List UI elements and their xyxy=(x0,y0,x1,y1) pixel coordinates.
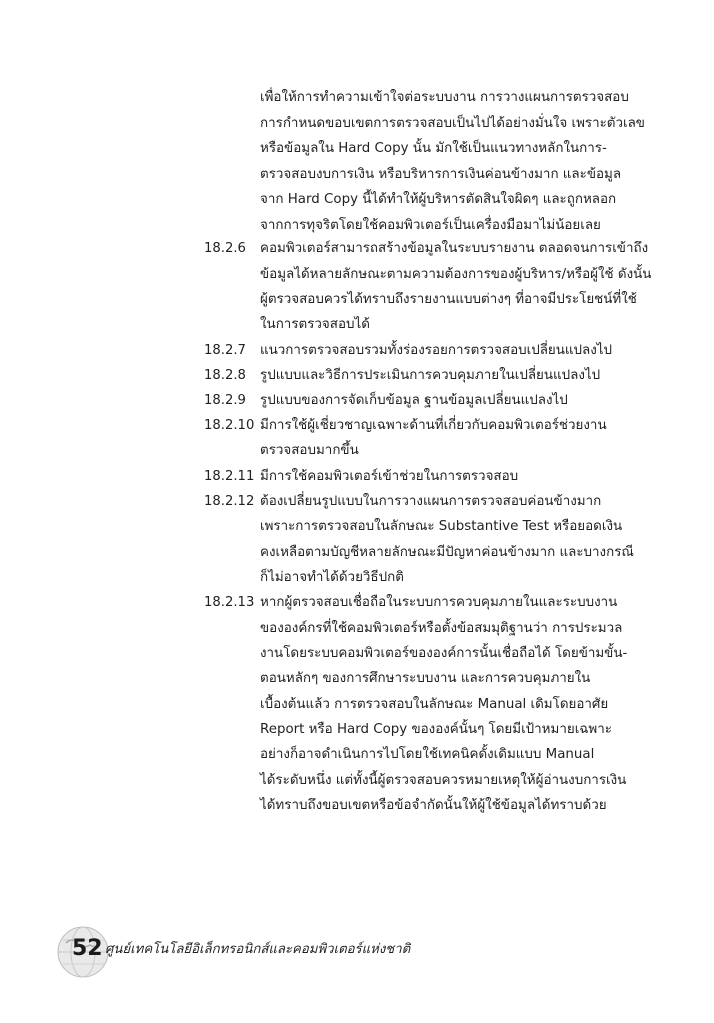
item-number: 18.2.11 xyxy=(204,469,255,484)
text-line: มีการใช้คอมพิวเตอร์เข้าช่วยในการตรวจสอบ xyxy=(260,469,519,484)
text-line: คงเหลือตามบัญชีหลายลักษณะมีปัญหาค่อนข้างมาก และบางกรณี xyxy=(260,545,634,560)
text-line: เพราะการตรวจสอบในลักษณะ Substantive Test หรือยอดเงิน xyxy=(260,519,623,534)
text-line: คอมพิวเตอร์สามารถสร้างข้อมูลในระบบรายงาน ตลอดจนการเข้าถึง xyxy=(260,241,649,256)
text-line: ก็ไม่อาจทำได้ด้วยวิธีปกติ xyxy=(260,570,404,585)
text-line: ได้ทราบถึงขอบเขตหรือข้อจำกัดนั้นให้ผู้ใช้ข้อมูลได้ทราบด้วย xyxy=(260,798,607,813)
text-line: ตรวจสอบงบการเงิน หรือบริหารการเงินค่อนข้างมาก และข้อมูล xyxy=(260,167,622,182)
text-line: อย่างก็อาจดำเนินการไปโดยใช้เทคนิคดั้งเดิมแบบ Manual xyxy=(260,747,595,762)
text-line: งานโดยระบบคอมพิวเตอร์ขององค์การนั้นเชื่อถือได้ โดยข้ามขั้น- xyxy=(260,646,628,661)
text-line: มีการใช้ผู้เชี่ยวชาญเฉพาะด้านที่เกี่ยวกับคอมพิวเตอร์ช่วยงาน xyxy=(260,418,607,433)
item-number: 18.2.9 xyxy=(204,393,246,408)
text-line: ต้องเปลี่ยนรูปแบบในการวางแผนการตรวจสอบค่อนข้างมาก xyxy=(260,494,602,509)
text-line: จากการทุจริตโดยใช้คอมพิวเตอร์เป็นเครื่องมือมาไม่น้อยเลย xyxy=(260,218,601,233)
text-line: ในการตรวจสอบได้ xyxy=(260,317,370,332)
text-line: ตรวจสอบมากขึ้น xyxy=(260,443,359,458)
item-number: 18.2.8 xyxy=(204,368,246,383)
text-line: หากผู้ตรวจสอบเชื่อถือในระบบการควบคุมภายในและระบบงาน xyxy=(260,595,618,610)
item-number: 18.2.6 xyxy=(204,241,246,256)
text-line: แนวการตรวจสอบรวมทั้งร่องรอยการตรวจสอบเปลี่ยนแปลงไป xyxy=(260,343,613,358)
page-number: 52 xyxy=(72,936,103,961)
text-line: ตอนหลักๆ ของการศึกษาระบบงาน และการควบคุมภายใน xyxy=(260,671,591,686)
text-line: ขององค์กรที่ใช้คอมพิวเตอร์หรือตั้งข้อสมมุติฐานว่า การประมวล xyxy=(260,621,623,636)
item-number: 18.2.7 xyxy=(204,343,246,358)
text-line: ได้ระดับหนึ่ง แต่ทั้งนี้ผู้ตรวจสอบควรหมายเหตุให้ผู้อ่านงบการเงิน xyxy=(260,773,627,788)
text-line: รูปแบบของการจัดเก็บข้อมูล ฐานข้อมูลเปลี่ยนแปลงไป xyxy=(260,393,568,408)
text-line: ข้อมูลได้หลายลักษณะตามความต้องการของผู้บริหาร/หรือผู้ใช้ ดังนั้น xyxy=(260,267,652,282)
item-number: 18.2.10 xyxy=(204,418,255,433)
text-line: เบื้องต้นแล้ว การตรวจสอบในลักษณะ Manual เดิมโดยอาศัย xyxy=(260,697,609,712)
text-line: เพื่อให้การทำความเข้าใจต่อระบบงาน การวางแผนการตรวจสอบ xyxy=(260,90,629,105)
text-line: จาก Hard Copy นี้ได้ทำให้ผู้บริหารตัดสินใจผิดๆ และถูกหลอก xyxy=(260,192,617,207)
text-line: หรือข้อมูลใน Hard Copy นั้น มักใช้เป็นแนวทางหลักในการ- xyxy=(260,141,607,156)
item-number: 18.2.13 xyxy=(204,595,255,610)
footer-text: ศูนย์เทคโนโลยีอิเล็กทรอนิกส์และคอมพิวเตอร์แห่งชาติ xyxy=(105,942,411,957)
text-line: การกำหนดขอบเขตการตรวจสอบเป็นไปได้อย่างมั่นใจ เพราะตัวเลข xyxy=(260,116,645,131)
text-line: Report หรือ Hard Copy ขององค์นั้นๆ โดยมีเป้าหมายเฉพาะ xyxy=(260,722,612,737)
text-line: ผู้ตรวจสอบควรได้ทราบถึงรายงานแบบต่างๆ ที่อาจมีประโยชน์ที่ใช้ xyxy=(260,292,637,307)
text-line: รูปแบบและวิธีการประเมินการควบคุมภายในเปลี่ยนแปลงไป xyxy=(260,368,601,383)
item-number: 18.2.12 xyxy=(204,494,255,509)
